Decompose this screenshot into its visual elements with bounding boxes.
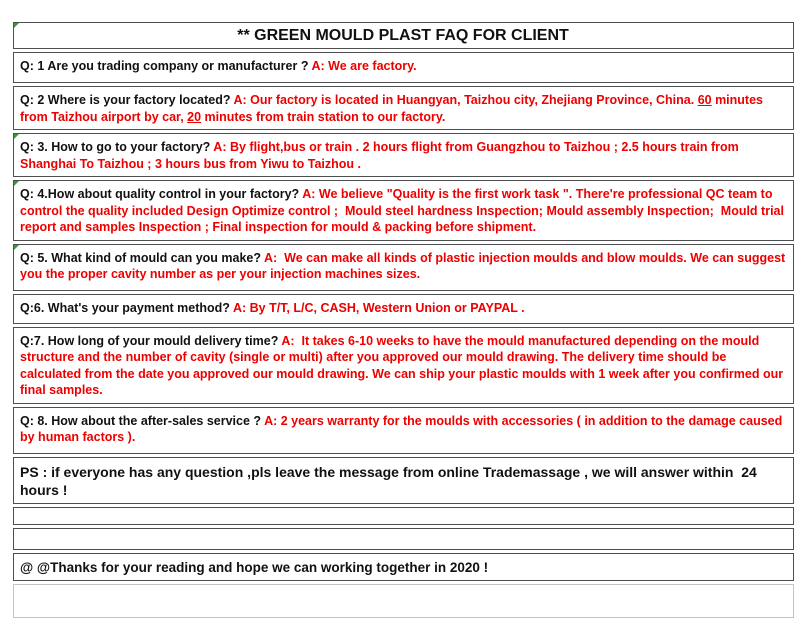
faq-row-q5: [13, 244, 794, 291]
page-title: ** GREEN MOULD PLAST FAQ FOR CLIENT: [237, 27, 569, 44]
ps-note-text: PS : if everyone has any question ,pls leave the message from online Trademassage , we will answer within 24 hours !: [20, 463, 761, 498]
answer-text: A: We believe "Quality is the first work task ". There're professional QC team to control the quality included Design Optimize control ; Mould steel hardness Inspection; Mould assembly Inspection; Mould trial report and samples Inspection ; Final inspection for mould & packing before shipment.: [20, 187, 788, 234]
answer-text: A: We can make all kinds of plastic injection moulds and blow moulds. We can suggest you the proper cavity number as per your injection machines sizes.: [20, 250, 789, 281]
cell-error-triangle-icon: [14, 23, 19, 28]
underlined-value: 60: [697, 93, 712, 107]
answer-text: A: 2 years warranty for the moulds with accessories ( in addition to the damage caused by human factors ).: [20, 413, 786, 444]
empty-row: [13, 507, 794, 525]
question-text: Q: 3. How to go to your factory?: [20, 140, 214, 154]
question-text: Q: 8. How about the after-sales service ?: [20, 413, 265, 428]
faq-row-q2: [13, 86, 794, 130]
empty-faint-row: [13, 584, 794, 618]
faq-row-q6: [13, 294, 794, 324]
question-text: Q:6. What's your payment method?: [20, 300, 233, 315]
faq-row-q1: [13, 52, 794, 83]
question-text: Q: 4.How about quality control in your factory?: [20, 187, 303, 201]
underlined-value: 20: [187, 109, 202, 124]
faq-row-q3: [13, 133, 794, 177]
question-text: Q: 5. What kind of mould can you make?: [20, 250, 265, 265]
faq-row-q8: [13, 407, 794, 454]
cell-error-triangle-icon: [14, 134, 19, 139]
question-text: Q:7. How long of your mould delivery time?: [20, 333, 282, 348]
faq-row-q7: [13, 327, 794, 404]
cell-error-triangle-icon: [14, 245, 19, 250]
question-text: Q: 1 Are you trading company or manufacturer ?: [20, 59, 312, 73]
thanks-text: @ @Thanks for your reading and hope we can working together in 2020 !: [20, 559, 489, 575]
faq-sheet: [13, 22, 794, 618]
faq-row-q4: [13, 180, 794, 241]
thanks-row: [13, 553, 794, 581]
page-title-row: [13, 22, 794, 49]
question-text: Q: 2 Where is your factory located?: [20, 93, 234, 107]
ps-note-row: [13, 457, 794, 504]
empty-row: [13, 528, 794, 550]
answer-text: A: By T/T, L/C, CASH, Western Union or PAYPAL .: [232, 300, 525, 315]
answer-text: A: We are factory.: [311, 59, 417, 73]
answer-text: A: It takes 6-10 weeks to have the mould manufactured depending on the mould structure and the number of cavity (single or multi) after you approved our mould drawing. The delivery time should be calculated from the date you approved our mould drawing. We can ship your plastic moulds with 1 week after you confirmed our final samples.: [20, 333, 787, 397]
answer-text: A: By flight,bus or train . 2 hours flight from Guangzhou to Taizhou ; 2.5 hours train from Shanghai To Taizhou ; 3 hours bus from Yiwu to Taizhou .: [20, 140, 743, 171]
cell-error-triangle-icon: [14, 181, 19, 186]
answer-text: A: Our factory is located in Huangyan, Taizhou city, Zhejiang Province, China. 60 minutes from Taizhou airport by car, 20 minutes from train station to our factory.: [20, 93, 767, 124]
